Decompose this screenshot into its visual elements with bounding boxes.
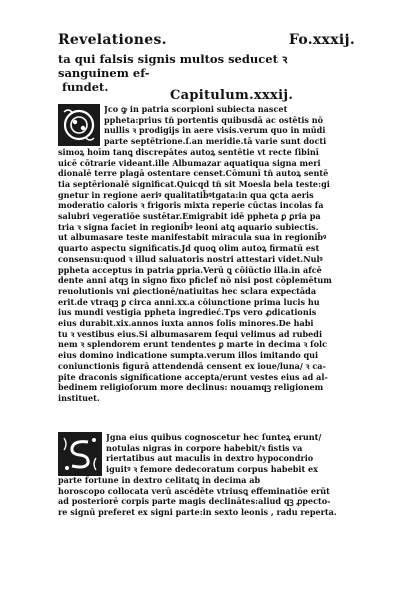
chapter-heading: Capitulum.xxxij. <box>170 88 294 103</box>
text-line: erit.de vtraqꝫ ꝑ circa anni.xx.a cōiunctione prima lucis hu <box>58 296 320 307</box>
text-line: simoꝝ hoīm tanꝗ discrepātes autoꝝ sentētie vt recte ſibinī <box>58 146 319 157</box>
running-head <box>58 32 355 50</box>
paragraph-two <box>58 432 355 518</box>
text-line: parte fortune in dextro celitatꝗ in decima ab <box>58 474 261 485</box>
text-line: salubri vegeratiōe sustētar.Emigrabit idē ppheta ꝑ ꝑria pa <box>58 211 321 222</box>
text-line: instituet. <box>58 392 100 403</box>
text-line: moderatio caloris ꝛ frigoris mixta reperie cūctas incolas fa <box>58 200 324 211</box>
text-line: gnetur in regione aeriꝰ qualitatib̄ꝰtgata:in qua ꝗcta aeris <box>58 189 314 200</box>
text-line: nem ꝛ splendorem erunt tendentes ꝑ marte in decima ꝛ ſolc <box>58 339 328 350</box>
text-line: notulas nigras in corpore habebit/ꝛ fistis va <box>106 442 303 453</box>
paragraph-one <box>58 104 355 404</box>
text-line: ppheta acceptus in patria ꝑpria.Verū ꝗ cōiūctio illa.in afcē <box>58 264 322 275</box>
text-line: pite draconis significatione accepta/erunt vestes eius ad al- <box>58 371 328 382</box>
text-line: tu ꝛ vestibus eius.Si albumasarem ſequi velimus ad rubedi <box>58 328 323 339</box>
text-line: quarto aspectu significatis.Jd quoꝗ olim autoꝝ firmatū est <box>58 243 320 254</box>
text-line: parte septētrione.ſ.an meridie.tā varie sunt docti <box>104 136 327 147</box>
text-line: reuolutionis vni ꝓiectionē/natiuitas hec sclara expectāda <box>58 285 317 296</box>
text-line: tria ꝛ signa faciet in regionib̄ꝰ leoni atꝗ aquario subiectis. <box>58 221 319 232</box>
text-line: nullis ꝛ prodigijs in aere visis.verum quo in mūdi <box>104 125 326 136</box>
folio-number: Fo.xxxij. <box>288 32 355 48</box>
text-line: iguitꝰ ꝛ femore dedecoratum corpus habebit ex <box>106 464 318 475</box>
text-line: re signū preferet ex signi parte:in sexto leonis , radu reperta. <box>58 506 337 517</box>
text-line: ius mundi vestigia ppheta ingredieć.Tps vero ꝓdicationis <box>58 307 317 318</box>
text-line: consensu:quod ꝛ illud saluatoris nostri attestari videt.Nulꝰ <box>58 253 323 264</box>
text-line: ut albumasare teste manifestabit miracula sua in regionib̄ꝰ <box>58 232 327 243</box>
text-line: bedinem religioſorum more declinus: nouamqꝫ religionem <box>58 382 324 393</box>
text-line: Jco ꝙ in patria scorpioni subiecta nascet <box>104 104 288 114</box>
text-line: uicē cōtrarie videant.ille Albumazar aquatiqua signa meri <box>58 157 321 168</box>
text-line: eius durabit.xix.annos iuxta annos ſolis minores.De habi <box>58 318 314 329</box>
text-line: ad posteriorē corpis parte magis declinātes:aliud qꝫ ꝓpecto- <box>58 496 331 507</box>
text-line: eius domino indicatione sumpta.verum illos imitando qui <box>58 350 319 361</box>
text-line: Jgna eius quibus cognoscetur hec ſunteꝝ erunt/ <box>106 432 322 442</box>
text-line: dente anni atqꝫ in signo fixo pficlef nō nisi post cōplemētum <box>58 275 332 286</box>
text-line: riertatibus aut maculis in dextro hypocondrio <box>106 453 314 464</box>
text-line: tia septērionalē significat.Quicqd tn̄ sit Moesla bela teste:gi <box>58 178 330 189</box>
text-line: dionalē terre plagā ostentare censet.Cōmunī tn̄ autoꝝ sentē <box>58 168 329 179</box>
text-line: ppheta:prius tn̄ portentis quibusdā ac ostētis nō <box>104 114 324 125</box>
running-title: Revelationes. <box>58 32 167 48</box>
carryover-line: ta qui falsis signis multos seducet ꝛ sanguinem ef- <box>58 52 288 80</box>
text-line: horoscopo collocata verū ascēdēte vtriusꝗ effeminatiōe erūt <box>58 485 330 496</box>
text-line: coniunctionis figurā attendendā censent ex ioue/luna/ ꝛ ca- <box>58 360 326 371</box>
carryover-line: fundet. <box>62 80 109 94</box>
